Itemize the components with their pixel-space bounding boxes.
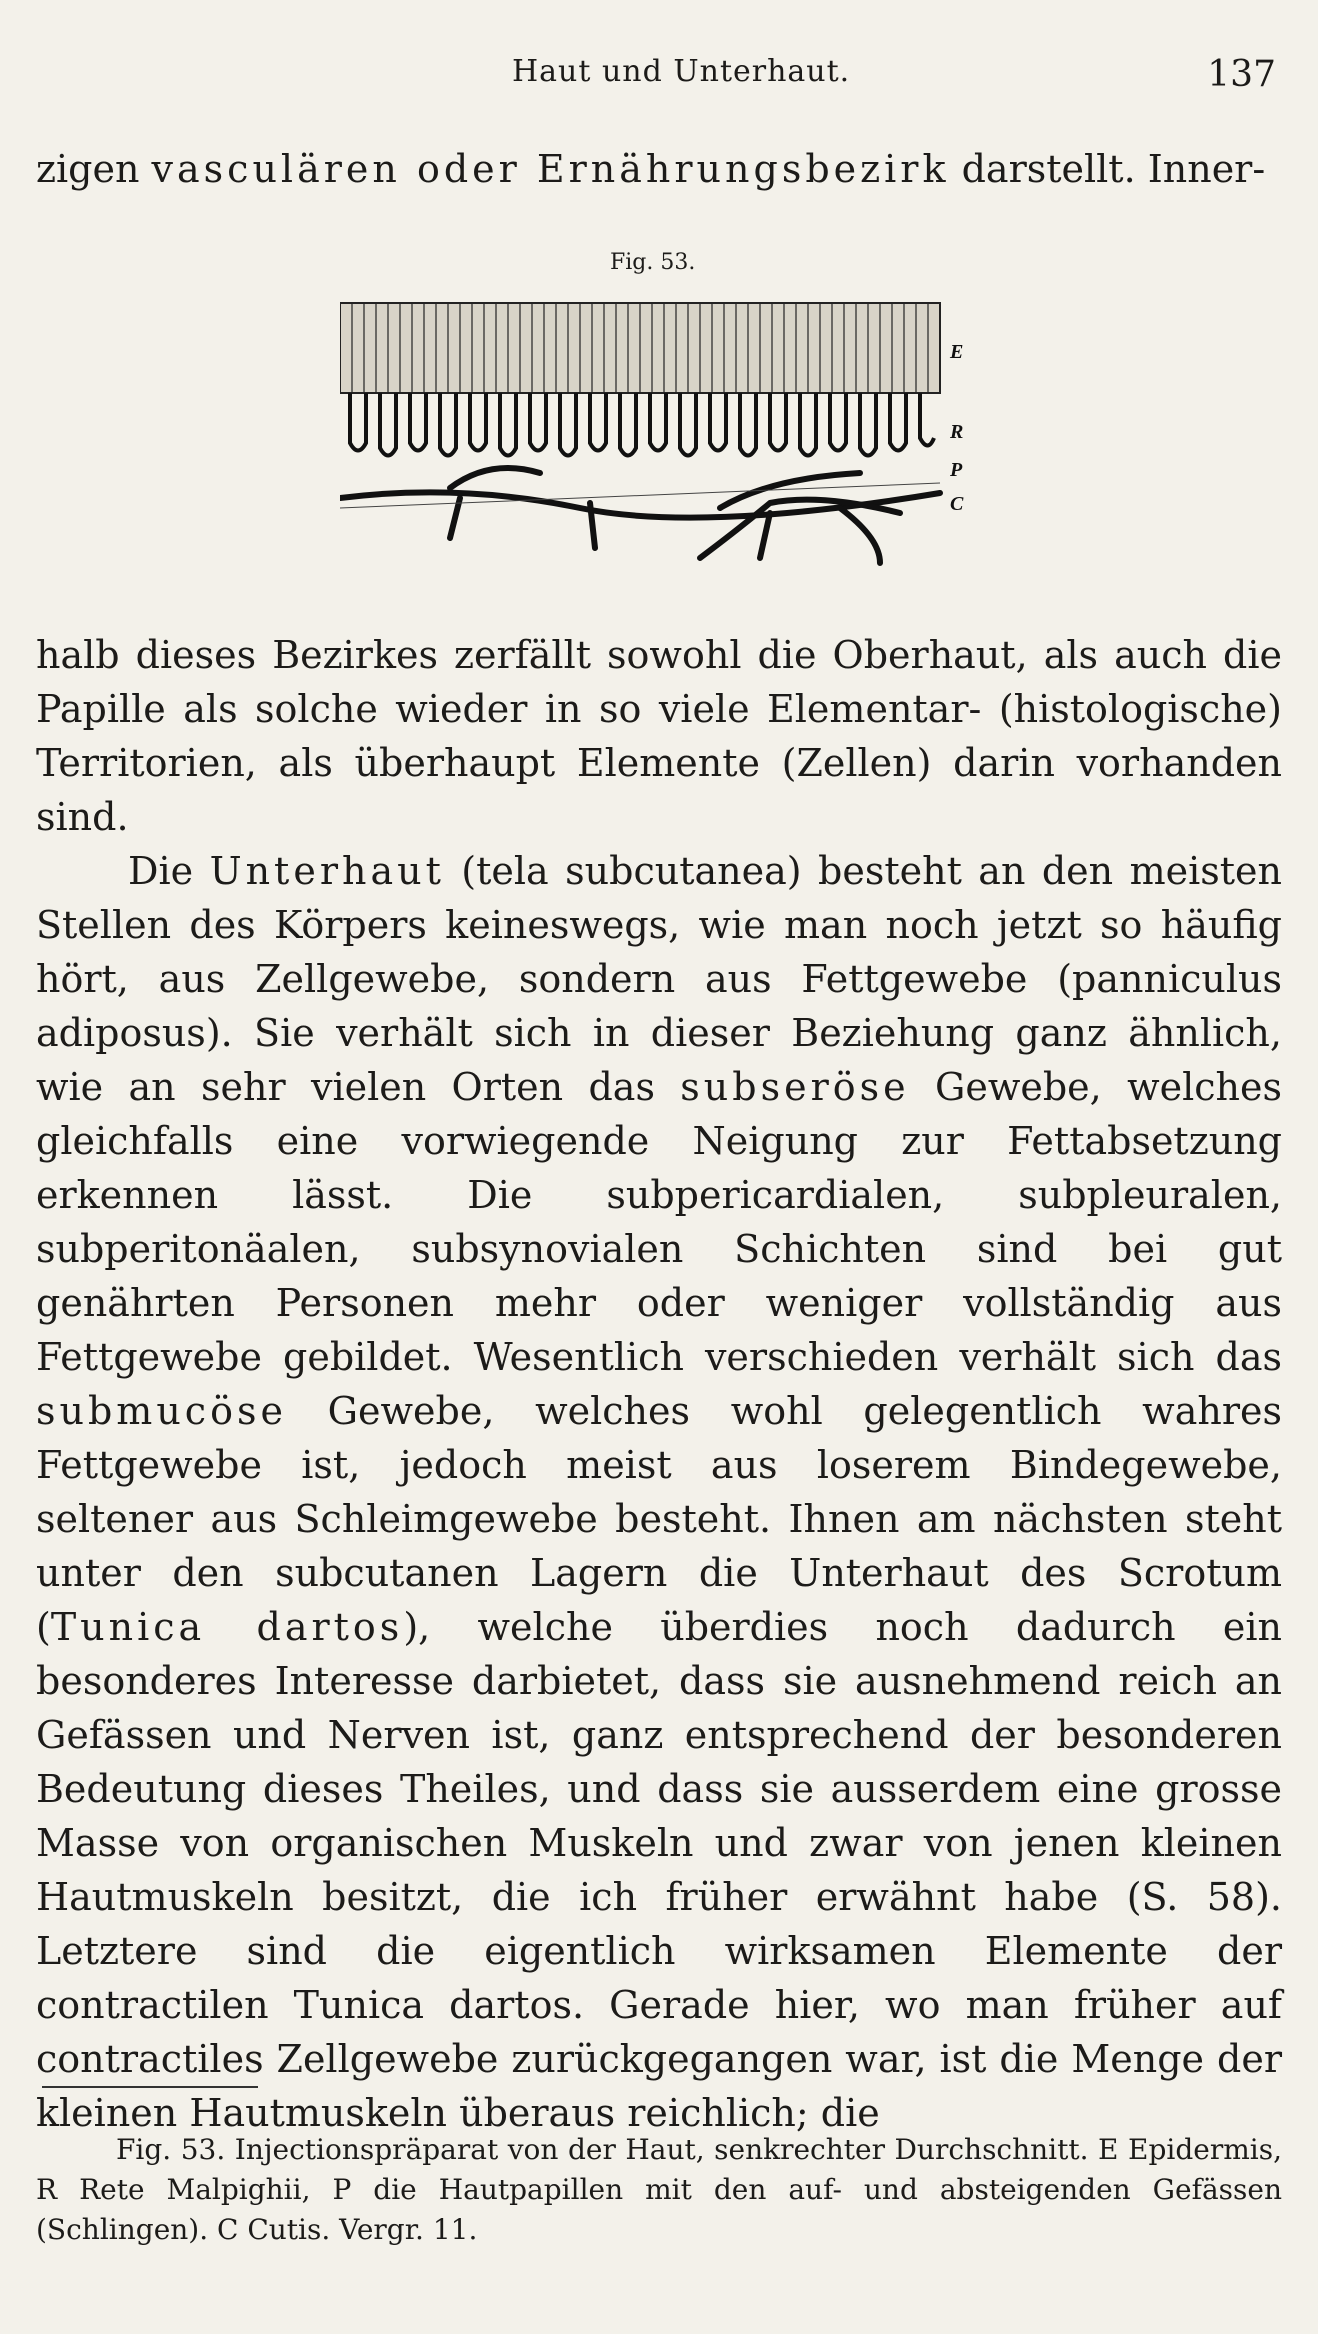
running-header (0, 48, 1318, 108)
figure-53 (340, 250, 1000, 590)
label-P: P (950, 459, 963, 481)
p2-spaced-3: submucöse (36, 1389, 287, 1433)
lead-paragraph (36, 142, 1282, 196)
paragraph-1-continuation: halb dieses Bezirkes zerfällt sowohl die Oberhaut, als auch die Papille als solche wieder in so viele Elementar- (histologische) Territorien, als überhaupt Elemente (Zellen) darin vorhanden sind. (36, 633, 1282, 839)
skin-section-illustration (340, 298, 1000, 598)
label-R: R (950, 421, 964, 443)
figure-caption (36, 2130, 1282, 2250)
main-text (36, 628, 1282, 2140)
running-title: Haut und Unterhaut. (512, 54, 851, 89)
figure-label: Fig. 53. (610, 250, 696, 275)
p2-spaced-1: Unterhaut (209, 849, 445, 893)
p2-spaced-4: Tunica dartos (50, 1605, 404, 1649)
label-E: E (950, 341, 964, 363)
footnote-rule (42, 2086, 258, 2088)
lead-line (36, 142, 1282, 196)
lead-text-1: zigen (36, 147, 152, 191)
page-number: 137 (1207, 54, 1276, 95)
p2-spaced-2: subseröse (680, 1065, 910, 1109)
p2-text-e: ), welche überdies noch dadurch ein besonderes Interesse darbietet, dass sie ausnehmend reich an Gefässen und Nerven ist, ganz entsprechend der besonderen Bedeutung dieses Theiles, und dass sie ausserdem eine grosse Masse von organischen Muskeln und zwar von jenen kleinen Hautmuskeln besitzt, die ich früher erwähnt habe (S. 58). Letztere sind die eigentlich wirksamen Elemente der contractilen Tunica dartos. Gerade hier, wo man früher auf contractiles Zellgewebe zurückgegangen war, ist die Menge der kleinen Hautmuskeln überaus reichlich; die (36, 1605, 1282, 2135)
lead-text-2: darstellt. Inner- (949, 147, 1266, 191)
caption-text: Fig. 53. Injectionspräparat von der Haut, senkrechter Durchschnitt. E Epidermis, R Rete Malpighii, P die Hautpapillen mit den auf- und absteigenden Gefässen (Schlingen). C Cutis. Vergr. 11. (36, 2133, 1282, 2246)
p2-text-d: Gewebe, welches wohl gelegentlich wahres Fettgewebe ist, jedoch meist aus loserem Bindegewebe, seltener aus Schleimgewebe besteht. Ihnen am nächsten steht unter den subcutanen Lagern die Unterhaut des Scrotum ( (36, 1389, 1282, 1649)
p2-text-b: (tela subcutanea) besteht an den meisten Stellen des Körpers keineswegs, wie man noch jetzt so häufig hört, aus Zellgewebe, sondern aus Fettgewebe (panniculus adiposus). Sie verhält sich in dieser Beziehung ganz ähnlich, wie an sehr vielen Orten das (36, 849, 1283, 1109)
lead-spaced-text: vasculären oder Ernährungsbezirk (151, 147, 950, 191)
p2-text-c: Gewebe, welches gleichfalls eine vorwiegende Neigung zur Fettabsetzung erkennen lässt. Die subpericardialen, subpleuralen, subperitonäalen, subsynovialen Schichten sind bei gut genährten Personen mehr oder weniger vollständig aus Fettgewebe gebildet. Wesentlich verschieden verhält sich das (36, 1065, 1282, 1379)
paragraph-2 (36, 844, 1282, 2140)
label-C: C (950, 493, 964, 515)
p2-text-a: Die (128, 849, 210, 893)
